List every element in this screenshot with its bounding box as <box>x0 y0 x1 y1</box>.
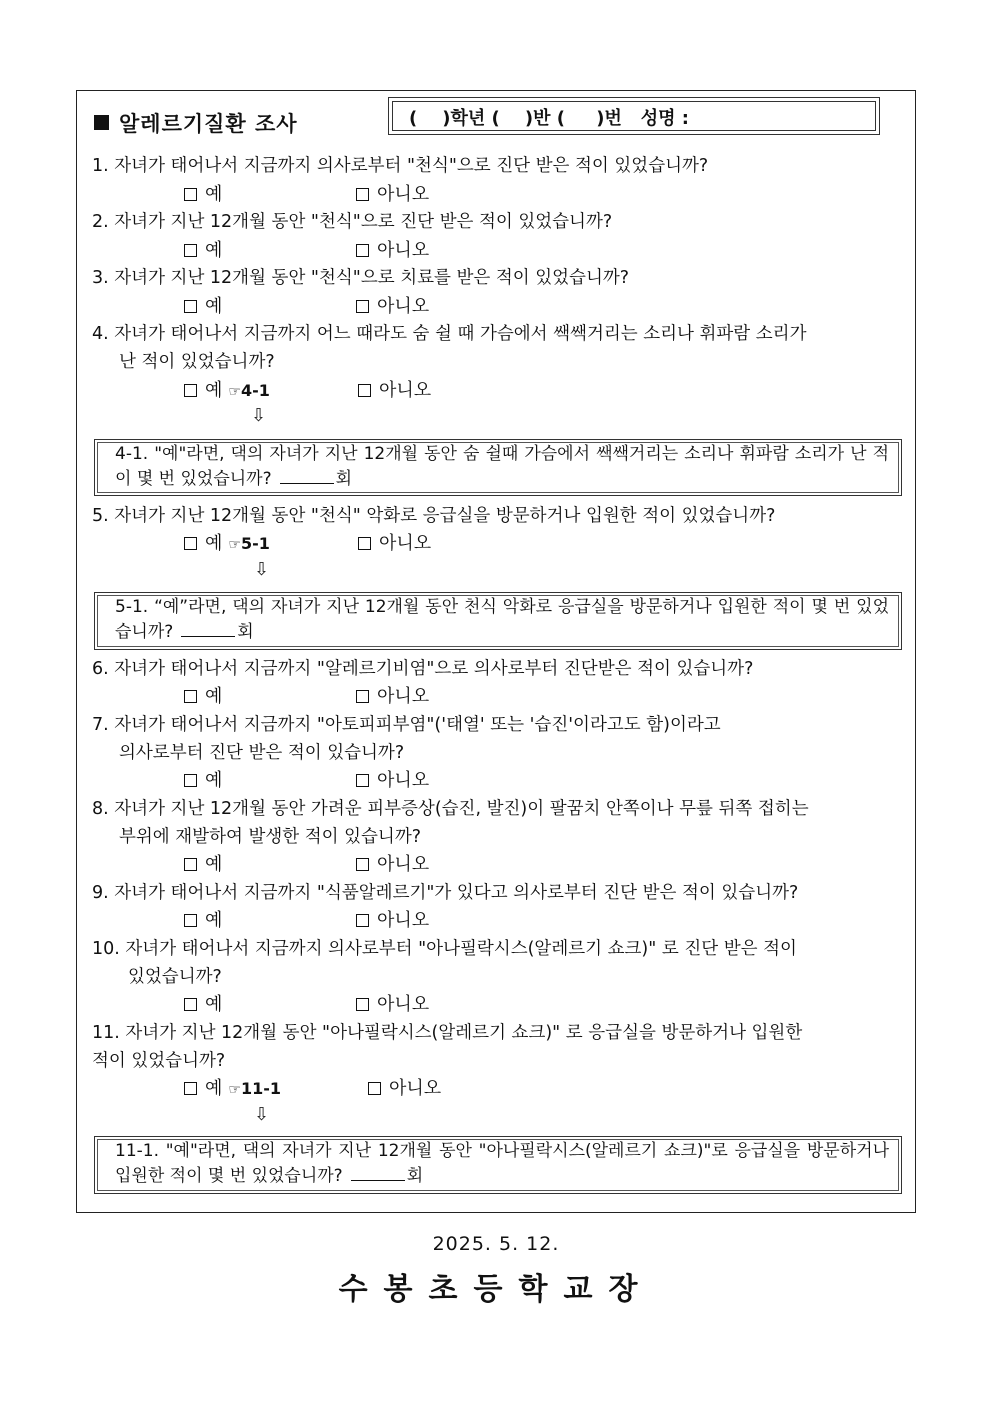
q1-no-option[interactable] <box>356 182 429 208</box>
no-label: 아니오 <box>379 380 432 401</box>
ref-label: 5-1 <box>240 534 270 553</box>
yes-label: 예 <box>205 296 223 317</box>
yes-label: 예 <box>205 1078 223 1099</box>
ref-label: 11-1 <box>240 1079 281 1098</box>
checkbox-icon[interactable] <box>184 998 197 1011</box>
question-11: 11. 자녀가 지난 12개월 동안 "아나필락시스(알레르기 쇼크)" 로 응급실을 방문하거나 입원한 <box>92 1023 803 1043</box>
no-label: 아니오 <box>377 184 430 205</box>
q10-yes-option[interactable] <box>184 992 222 1018</box>
unit-label: 회 <box>237 622 254 642</box>
checkbox-icon[interactable] <box>184 914 197 927</box>
yes-label: 예 <box>205 184 223 205</box>
no-label: 아니오 <box>379 533 432 554</box>
q4-yes-option[interactable] <box>184 378 270 405</box>
student-info-box[interactable]: ( )학년 ( )반 ( )번 성명 : <box>388 97 880 135</box>
question-8-cont: 부위에 재발하여 발생한 적이 있습니까? <box>119 827 422 847</box>
q9-yes-option[interactable] <box>184 908 222 934</box>
q6-yes-option[interactable] <box>184 684 222 710</box>
checkbox-icon[interactable] <box>356 858 369 871</box>
q7-no-option[interactable] <box>356 768 429 794</box>
no-label: 아니오 <box>377 854 430 875</box>
checkbox-icon[interactable] <box>358 384 371 397</box>
no-label: 아니오 <box>377 994 430 1015</box>
q3-no-option[interactable] <box>356 294 429 320</box>
checkbox-icon[interactable] <box>184 774 197 787</box>
subquestion-text: 5-1. “예”라면, 댁의 자녀가 지난 12개월 동안 천식 악화로 응급실을 방문하거나 입원한 적이 몇 번 있었습니까? <box>115 597 889 642</box>
subquestion-4-1 <box>94 439 902 496</box>
checkbox-icon[interactable] <box>358 537 371 550</box>
checkbox-icon[interactable] <box>184 188 197 201</box>
answer-blank[interactable] <box>181 622 235 637</box>
checkbox-icon[interactable] <box>356 998 369 1011</box>
q8-yes-option[interactable] <box>184 852 222 878</box>
q6-no-option[interactable] <box>356 684 429 710</box>
checkbox-icon[interactable] <box>368 1082 381 1095</box>
checkbox-icon[interactable] <box>356 188 369 201</box>
question-10: 10. 자녀가 태어나서 지금까지 의사로부터 "아나필락시스(알레르기 쇼크)" 로 진단 받은 적이 <box>92 939 797 959</box>
subquestion-text: 11-1. "예"라면, 댁의 자녀가 지난 12개월 동안 "아나필락시스(알레르기 쇼크)"로 응급실을 방문하거나 입원한 적이 몇 번 있었습니까? <box>115 1141 889 1186</box>
checkbox-icon[interactable] <box>184 537 197 550</box>
checkbox-icon[interactable] <box>184 384 197 397</box>
pointing-hand-icon: ☞ <box>228 1082 241 1098</box>
q5-no-option[interactable] <box>358 531 431 557</box>
yes-label: 예 <box>205 994 223 1015</box>
question-5: 5. 자녀가 지난 12개월 동안 "천식" 악화로 응급실을 방문하거나 입원한 적이 있었습니까? <box>92 506 776 526</box>
q11-yes-option[interactable] <box>184 1076 281 1103</box>
no-label: 아니오 <box>389 1078 442 1099</box>
q3-yes-option[interactable] <box>184 294 222 320</box>
no-label: 아니오 <box>377 240 430 261</box>
q11-no-option[interactable] <box>368 1076 441 1102</box>
yes-label: 예 <box>205 910 223 931</box>
question-7-cont: 의사로부터 진단 받은 적이 있습니까? <box>119 743 405 763</box>
pointing-hand-icon: ☞ <box>228 384 241 400</box>
q4-no-option[interactable] <box>358 378 431 404</box>
answer-blank[interactable] <box>351 1166 405 1181</box>
q7-yes-option[interactable] <box>184 768 222 794</box>
question-9: 9. 자녀가 태어나서 지금까지 "식품알레르기"가 있다고 의사로부터 진단 받은 적이 있습니까? <box>92 883 799 903</box>
yes-label: 예 <box>205 240 223 261</box>
question-2: 2. 자녀가 지난 12개월 동안 "천식"으로 진단 받은 적이 있었습니까? <box>92 212 613 232</box>
q5-yes-option[interactable] <box>184 531 270 558</box>
question-8: 8. 자녀가 지난 12개월 동안 가려운 피부증상(습진, 발진)이 팔꿈치 안쪽이나 무릎 뒤쪽 접히는 <box>92 799 809 819</box>
question-11-cont: 적이 있었습니까? <box>92 1051 226 1071</box>
yes-label: 예 <box>205 770 223 791</box>
survey-title-text: 알레르기질환 조사 <box>119 112 298 136</box>
checkbox-icon[interactable] <box>356 690 369 703</box>
q9-no-option[interactable] <box>356 908 429 934</box>
q10-no-option[interactable] <box>356 992 429 1018</box>
question-3: 3. 자녀가 지난 12개월 동안 "천식"으로 치료를 받은 적이 있었습니까? <box>92 268 630 288</box>
no-label: 아니오 <box>377 910 430 931</box>
q8-no-option[interactable] <box>356 852 429 878</box>
survey-title <box>94 108 298 138</box>
question-10-cont: 있었습니까? <box>128 967 222 987</box>
yes-label: 예 <box>205 686 223 707</box>
question-1: 1. 자녀가 태어나서 지금까지 의사로부터 "천식"으로 진단 받은 적이 있었습니까? <box>92 156 709 176</box>
school-principal: 수봉초등학교장 <box>338 1272 654 1307</box>
pointing-hand-icon: ☞ <box>228 537 241 553</box>
q2-no-option[interactable] <box>356 238 429 264</box>
no-label: 아니오 <box>377 686 430 707</box>
down-arrow-icon: ⇩ <box>254 1104 270 1125</box>
question-6: 6. 자녀가 태어나서 지금까지 "알레르기비염"으로 의사로부터 진단받은 적이 있습니까? <box>92 659 754 679</box>
answer-blank[interactable] <box>280 469 334 484</box>
no-label: 아니오 <box>377 296 430 317</box>
down-arrow-icon: ⇩ <box>254 559 270 580</box>
question-7: 7. 자녀가 태어나서 지금까지 "아토피피부염"('태열' 또는 '습진'이라고도 함)이라고 <box>92 715 721 735</box>
checkbox-icon[interactable] <box>184 690 197 703</box>
checkbox-icon[interactable] <box>184 858 197 871</box>
checkbox-icon[interactable] <box>356 774 369 787</box>
subquestion-11-1 <box>94 1136 902 1194</box>
square-bullet-icon <box>94 115 109 130</box>
checkbox-icon[interactable] <box>356 244 369 257</box>
unit-label: 회 <box>335 469 353 489</box>
yes-label: 예 <box>205 380 223 401</box>
document-date: 2025. 5. 12. <box>432 1233 560 1255</box>
checkbox-icon[interactable] <box>184 244 197 257</box>
checkbox-icon[interactable] <box>356 300 369 313</box>
question-4-cont: 난 적이 있었습니까? <box>119 352 275 372</box>
no-label: 아니오 <box>377 770 430 791</box>
checkbox-icon[interactable] <box>356 914 369 927</box>
yes-label: 예 <box>205 854 223 875</box>
ref-label: 4-1 <box>240 381 270 400</box>
checkbox-icon[interactable] <box>184 300 197 313</box>
q2-yes-option[interactable] <box>184 238 222 264</box>
subquestion-text: 4-1. "예"라면, 댁의 자녀가 지난 12개월 동안 숨 쉴때 가슴에서 쌕쌕거리는 소리나 휘파람 소리가 난 적이 몇 번 있었습니까? <box>115 444 889 489</box>
subquestion-5-1 <box>94 592 902 650</box>
q1-yes-option[interactable] <box>184 182 222 208</box>
yes-label: 예 <box>205 533 223 554</box>
down-arrow-icon: ⇩ <box>251 405 267 426</box>
question-4: 4. 자녀가 태어나서 지금까지 어느 때라도 숨 쉴 때 가슴에서 쌕쌕거리는 소리나 휘파람 소리가 <box>92 324 807 344</box>
unit-label: 회 <box>406 1166 424 1186</box>
checkbox-icon[interactable] <box>184 1082 197 1095</box>
